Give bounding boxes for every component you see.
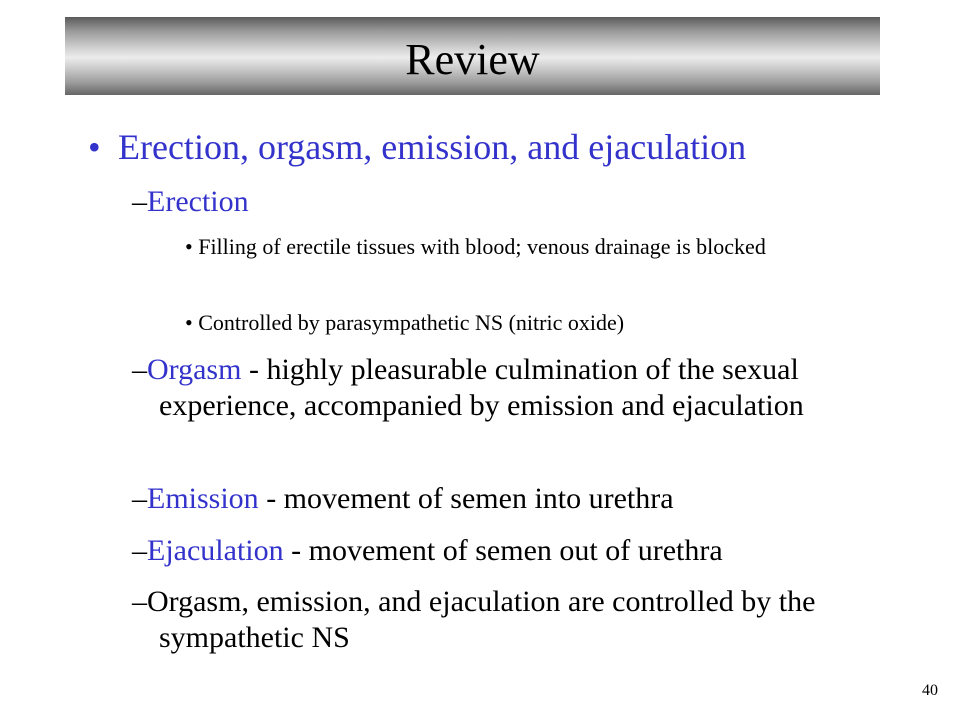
list-item-ejaculation: [132, 533, 929, 569]
dash-marker: –: [132, 482, 147, 515]
definition-orgasm: - highly pleasurable culmination of the sexual experience, accompanied by emission and ejaculation: [159, 353, 804, 422]
page-number: 40: [922, 682, 938, 699]
term-ejaculation: Ejaculation: [147, 534, 284, 567]
list-item-orgasm: [132, 352, 929, 424]
list-item-emission: [132, 481, 929, 517]
sub-item-controlled: [185, 309, 907, 337]
term-orgasm: Orgasm: [147, 353, 242, 386]
term-erection: Erection: [147, 185, 249, 218]
main-bullet-text: Erection, orgasm, emission, and ejaculation: [118, 127, 747, 167]
list-item-control: [132, 584, 929, 656]
main-bullet: [88, 126, 746, 168]
slide-title: Review: [405, 35, 540, 84]
sub-bullet-marker: •: [185, 310, 193, 335]
sub-item-filling: [185, 233, 907, 261]
dash-marker: –: [132, 353, 147, 386]
bullet-marker: •: [88, 127, 101, 167]
sub-bullet-marker: •: [185, 234, 193, 259]
definition-emission: - movement of semen into urethra: [258, 482, 674, 515]
list-item-erection: [132, 184, 929, 220]
dash-marker: –: [132, 185, 147, 218]
dash-marker: –: [132, 534, 147, 567]
term-emission: Emission: [147, 482, 259, 515]
sub-item-text: Controlled by parasympathetic NS (nitric oxide): [198, 310, 625, 335]
control-text: Orgasm, emission, and ejaculation are controlled by the sympathetic NS: [147, 585, 816, 654]
definition-ejaculation: - movement of semen out of urethra: [283, 534, 723, 567]
title-bar: [65, 17, 880, 95]
sub-item-text: Filling of erectile tissues with blood; venous drainage is blocked: [198, 234, 766, 259]
dash-marker: –: [132, 585, 147, 618]
